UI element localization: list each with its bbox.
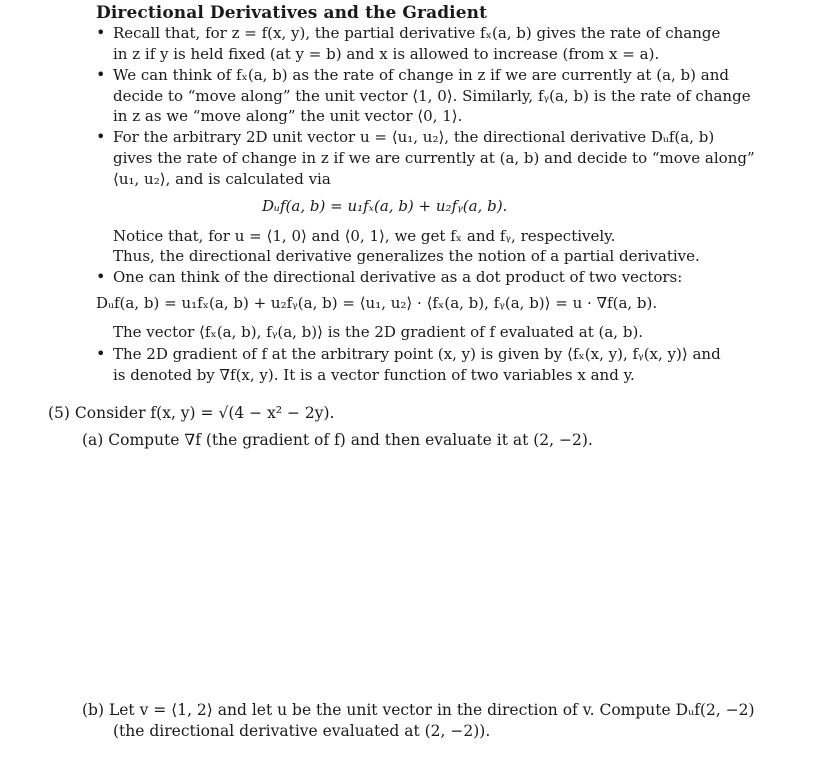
bullet-dot: • — [96, 127, 106, 146]
bullet-2-line-2: decide to “move along” the unit vector ⟨1, 0⟩. Similarly, fᵧ(a, b) is the rate of change — [113, 87, 751, 105]
part-b-line-1: (b) Let v = ⟨1, 2⟩ and let u be the unit vector in the direction of v. Compute Dᵤf(2, −2) — [82, 701, 755, 719]
bullet-1-line-2: in z if y is held fixed (at y = b) and x is allowed to increase (from x = a). — [113, 45, 660, 63]
bullet-1-line-1: Recall that, for z = f(x, y), the partial derivative fₓ(a, b) gives the rate of change — [113, 24, 721, 42]
problem-text: Consider f(x, y) = √(4 − x² − 2y). — [74, 404, 335, 422]
notice-line-1: Notice that, for u = ⟨1, 0⟩ and ⟨0, 1⟩, we get fₓ and fᵧ, respectively. — [113, 227, 616, 245]
bullet-4-line-1: One can think of the directional derivative as a dot product of two vectors: — [113, 268, 683, 286]
part-b-line-2: (the directional derivative evaluated at (2, −2)). — [113, 722, 491, 740]
bullet-3-line-1: For the arbitrary 2D unit vector u = ⟨u₁, u₂⟩, the directional derivative Dᵤf(a, b) — [113, 128, 715, 146]
bullet-2-line-3: in z as we “move along” the unit vector ⟨0, 1⟩. — [113, 107, 463, 125]
directional-derivative-equation: Dᵤf(a, b) = u₁fₓ(a, b) + u₂fᵧ(a, b). — [262, 197, 508, 215]
bullet-5-line-1: The 2D gradient of f at the arbitrary point (x, y) is given by ⟨fₓ(x, y), fᵧ(x, y)⟩ and — [113, 345, 721, 363]
bullet-dot: • — [96, 65, 106, 84]
problem-statement — [48, 404, 334, 422]
part-a: (a) Compute ∇f (the gradient of f) and then evaluate it at (2, −2). — [82, 431, 593, 449]
bullet-5-line-2: is denoted by ∇f(x, y). It is a vector function of two variables x and y. — [113, 366, 635, 384]
section-title: Directional Derivatives and the Gradient — [96, 3, 488, 23]
notice-line-2: Thus, the directional derivative generalizes the notion of a partial derivative. — [113, 247, 700, 265]
bullet-2-line-1: We can think of fₓ(a, b) as the rate of change in z if we are currently at (a, b) and — [113, 66, 729, 84]
bullet-dot: • — [96, 344, 106, 363]
problem-number: (5) — [48, 404, 70, 422]
bullet-dot: • — [96, 267, 106, 286]
bullet-3-line-3: ⟨u₁, u₂⟩, and is calculated via — [113, 170, 331, 188]
bullet-dot: • — [96, 23, 106, 42]
dot-product-equation: Dᵤf(a, b) = u₁fₓ(a, b) + u₂fᵧ(a, b) = ⟨u₁, u₂⟩ · ⟨fₓ(a, b), fᵧ(a, b)⟩ = u · ∇f(a, b). — [96, 294, 658, 312]
bullet-3-line-2: gives the rate of change in z if we are currently at (a, b) and decide to “move along” — [113, 149, 755, 167]
gradient-vector-line: The vector ⟨fₓ(a, b), fᵧ(a, b)⟩ is the 2D gradient of f evaluated at (a, b). — [113, 323, 644, 341]
